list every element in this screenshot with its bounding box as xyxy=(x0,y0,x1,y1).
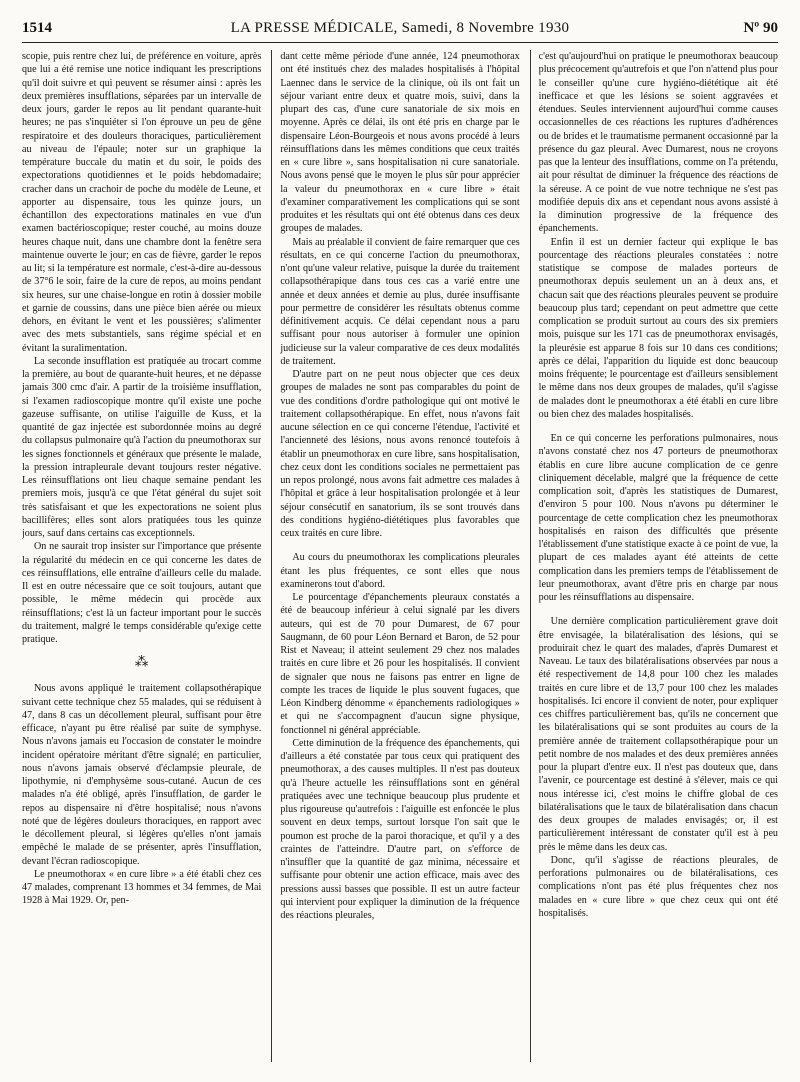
paragraph: Une dernière complication particulièrement grave doit être envisagée, la bilatéralisation des lésions, qui se produirait chez le quart des malades, d'après Dumarest et Naveau. Le taux des bilatéralisations observées par nous a été respectivement de 14,8 pour 100 chez les malades traités en cure libre et de 13,7 pour 100 chez les malades hospitalisés. Ici encore il convient de noter, pour expliquer ces chiffres particulièrement bas, qu'ils ne concernent que les bilatéralisations qui se sont produites au cours de la première année de traitement collapsothérapique pour un petit nombre de nos malades et des deux premières années pour la plupart d'entre eux. Il n'est pas douteux que, dans l'avenir, ce pourcentage est destiné à s'élever, mais ce qui nous intéresse ici, c'est moins le chiffre global de ces bilatéralisations que le taux de bilatéralisation dans chacun des deux groupes de malades envisagés; or, il est particulièrement intéressant de constater qu'il est à peu près le même dans les deux cas. xyxy=(538,616,778,853)
issue-number: Nº 90 xyxy=(743,20,778,36)
journal-title-line: LA PRESSE MÉDICALE, Samedi, 8 Novembre 1930 xyxy=(230,20,570,36)
paragraph: En ce qui concerne les perforations pulmonaires, nous n'avons constaté chez nos 47 porteurs de pneumothorax établis en cure libre aucune complication de ce genre cliniquement décelable, malgré que la fréquence de cette complication soit, d'après les statistiques de Dumarest, d'environ 5 pour 100. Nous n'avons pu déterminer le pourcentage de cette complication chez les pneumothorax hospitalisés en raison des difficultés que présente l'établissement d'une statistique exacte à ce point de vue, la plupart de ces malades ayant été atteints de cette complication dans les premiers temps de l'établissement de leur pneumothorax, avant d'être pris en charge par nous pour les réinsufflations au dispensaire. xyxy=(538,433,778,603)
paragraph: Le pourcentage d'épanchements pleuraux constatés a été de beaucoup inférieur à celui signalé par les divers auteurs, qui est de 70 pour Dumarest, de 67 pour Saugmann, de 60 pour Léon Bernard et Baron, de 52 pour Rist et Naveau; il atteint seulement 29 chez nos malades traités en cure libre et 26 pour les hospitalisés. Il convient de signaler que nous ne faisons pas entrer en ligne de compte les traces de liquide le plus souvent fugaces, que Léon Kindberg dénomme « épanchements radiologiques » et qui ne s'accompagnent d'aucun signe physique, fonctionnel ni général appréciable. xyxy=(280,592,520,736)
paragraph: Au cours du pneumothorax les complications pleurales étant les plus fréquentes, ce sont elles que nous examinerons tout d'abord. xyxy=(280,552,520,590)
column-left xyxy=(22,50,261,1062)
section-separator: ⁂ xyxy=(134,655,149,671)
page-number: 1514 xyxy=(22,20,52,36)
column-middle xyxy=(271,50,519,1062)
paragraph: Mais au préalable il convient de faire remarquer que ces résultats, en ce qui concerne l'action du pneumothorax, n'ont qu'une valeur relative, puisque la durée du traitement collapsothérapique dans tous ces cas a varié entre une année et deux années et demie au plus, durée insuffisante pour permettre de considérer les résultats obtenus comme définitivement acquis. Ce délai cependant nous a paru suffisant pour nous autoriser à formuler une opinion judicieuse sur la valeur comparative de ces deux modalités de traitement. xyxy=(280,236,520,367)
paragraph: dant cette même période d'une année, 124 pneumothorax ont été institués chez des malades hospitalisés à l'hôpital Laennec dans le service de la clinique, où ils ont fait un séjour variant entre deux et quatre mois, suivi, dans la plupart des cas, d'une cure sanatoriale de six mois en moyenne. Après ce délai, ils ont été pris en charge par le dispensaire Léon-Bourgeois et nous avons procédé à leurs réinsufflations dans les mêmes conditions que ceux traités en « cure libre », sans hospitalisation ni cure sanatoriale. Nous avons pensé que le moyen le plus sûr pour apprécier la valeur du pneumothorax en « cure libre » était d'examiner comparativement les complications qui se sont produites et les résultats qui ont été obtenus dans ces deux groupes de malades. xyxy=(280,51,520,235)
paragraph: Nous avons appliqué le traitement collapsothérapique suivant cette technique chez 55 malades, qui se réduisent à 47, dans 8 cas un décollement pleural, suffisant pour être efficace, n'ayant pu être réalisé par suite de symphyse. Nous n'avons jamais eu l'occasion de constater le moindre incident opératoire méritant d'être signalé; en particulier, nous n'avons jamais observé d'éclampsie pleurale, de lipothymie, ni d'emphysème sous-cutané. Aucun de ces malades n'a été obligé, après l'insufflation, de garder le repos au dispensaire ni d'être hospitalisé; nous n'avons noté que de légères douleurs thoraciques, en rapport avec le décollement pleural, si légères qu'elles n'ont jamais empêché le malade de se présenter, après l'insufflation, devant l'écran radioscopique. xyxy=(22,683,262,867)
paragraph: Enfin il est un dernier facteur qui explique le bas pourcentage des réactions pleurales constatées : notre statistique se compose de malades porteurs de pneumothorax depuis seulement un an à deux ans, et chacun sait que des réactions pleurales peuvent se produire beaucoup plus tard; cependant on peut admettre que cette complication se produit surtout au cours des six premiers mois, puisque sur les 171 cas de pneumothorax envisagés, la pleurésie est apparue 8 fois sur 10 dans ces conditions; après ce délai, l'apparition du liquide est donc beaucoup moins fréquente; le pourcentage est d'ailleurs sensiblement le même dans nos deux groupes de malades, qu'il s'agisse de malades dont le pneumothorax a été établi en cure libre ou bien chez des malades hospitalisés. xyxy=(538,236,778,420)
paragraph: La seconde insufflation est pratiquée au trocart comme la première, au bout de quarante-huit heures, et ne dépasse jamais 300 cmc d'air. A partir de la troisième insufflation, si l'examen radioscopique montre qu'il existe une poche gazeuse suffisante, on utilise l'aiguille de Kuss, et la quantité de gaz injectée est subordonnée moins au degré du collapsus pulmonaire qu'à l'action du pneumothorax sur les signes fonctionnels et généraux que présente le malade, la pression intrapleurale devant toujours rester négative. Les réinsufflations ont lieu chaque semaine pendant les premiers mois, jusqu'à ce que l'état général du sujet soit très satisfaisant et que les expectorations ne soient plus bacillifères; elles sont alors pratiquées tous les quinze jours, sauf dans certains cas exceptionnels. xyxy=(22,355,262,539)
paragraph: scopie, puis rentre chez lui, de préférence en voiture, après que lui a été remise une notice indiquant les prescriptions qu'il doit suivre et qui peuvent se résumer ainsi : après les deux premières insufflations, séparées par un intervalle de deux jours, garder le repos au lit pendant quarante-huit heures; ne pas s'inquiéter si l'on éprouve un peu de gêne respiratoire et des douleurs thoraciques, particulièrement au niveau de l'épaule; noter sur un graphique la température buccale du matin et du soir, le poids des expectorations quotidiennes et le poids hebdomadaire; cracher dans un crachoir de poche du modèle de Leune, et apporter au dispensaire, tous les quinze jours, un échantillon des expectorations matinales en vue d'un examen bactérioscopique; rester couché, au moins douze heures chaque nuit, dans une chambre dont la fenêtre sera maintenue ouverte le jour; en cas de fièvre, garder le repos au lit; si la température est normale, c'est-à-dire au-dessous de 37°6 le soir, faire de la cure de repos, au moins pendant six heures, sur une chaise-longue en rotin à dossier mobile et garnie de coussins, dans une pièce bien aérée ou mieux dehors, en évitant le vent et les poussières; s'alimenter avec des mets substantiels, sans régime spécial et en évitant la suralimentation. xyxy=(22,51,262,354)
column-right xyxy=(530,50,778,1062)
paragraph: D'autre part on ne peut nous objecter que ces deux groupes de malades ne sont pas comparables du point de vue des conditions d'ordre pathologique qui ont motivé le traitement collapsothérapique. En effet, nous n'avons fait aucune sélection en ce qui concerne l'étendue, l'activité et l'ancienneté des lésions, nous avons renoncé toutefois à établir un pneumothorax en cure libre, sans hospitalisation, chez ceux dont les conditions sociales ne permettaient pas un repos prolongé, nous avons fait admettre ces malades à l'hôpital et grâce à leur hospitalisation prolongée et à leur séjour consécutif en sanatorium, ils se sont trouvés dans des conditions hygiéno-diététiques plus favorables que ceux traités en cure libre. xyxy=(280,369,520,539)
paragraph: Donc, qu'il s'agisse de réactions pleurales, de perforations pulmonaires ou de bilatéralisations, ces complications n'ont pas été plus fréquentes chez nos malades en « cure libre » que chez ceux qui ont été hospitalisés. xyxy=(538,854,778,919)
paragraph: Cette diminution de la fréquence des épanchements, qui d'ailleurs a été constatée par tous ceux qui pratiquent des pneumothorax, a des causes multiples. Il n'est pas douteux qu'à l'heure actuelle les réinsufflations sont en général pratiquées avec une technique beaucoup plus prudente et plus rigoureuse qu'autrefois : l'aiguille est enfoncée le plus souvent en deux temps, surtout lorsque l'on sait que le poumon est proche de la paroi thoracique, et qu'il y a des craintes de l'atteindre. D'autre part, on s'efforce de n'insuffler que la quantité de gaz minima, nécessaire et suffisante pour obtenir une action efficace, mais avec des pressions aussi basses que possible. Il est un autre facteur qui intervient pour expliquer la diminution de la fréquence des réactions pleurales, xyxy=(280,737,520,921)
paragraph: Le pneumothorax « en cure libre » a été établi chez ces 47 malades, comprenant 13 hommes et 34 femmes, de Mai 1928 à Mai 1929. Or, pen- xyxy=(22,868,262,907)
paragraph: On ne saurait trop insister sur l'importance que présente la régularité du médecin en ce qui concerne les dates de ces réinsufflations, elle entraîne d'ailleurs celle du malade. Il est en outre nécessaire que ce soit toujours, autant que possible, le même médecin qui procède aux réinsufflations; c'est là un facteur important pour le succès du traitement, malgré le temps considérable qu'exige cette pratique. xyxy=(22,541,262,645)
running-header xyxy=(22,20,778,43)
article-body xyxy=(22,50,778,1062)
paragraph: c'est qu'aujourd'hui on pratique le pneumothorax beaucoup plus précocement qu'autrefois et que l'on n'attend plus pour le conseiller qu'une cure hygiéno-diététique ait été inefficace et que les lésions se soient aggravées et étendues. Seules interviennent aujourd'hui comme causes occasionnelles de ces réactions les ruptures d'adhérences ou de brides et le traumatisme permanent occasionné par la présence du gaz pleural. Avec Dumarest, nous ne croyons pas que la lenteur des insufflations, comme on l'a prétendu, ait pour résultat de diminuer la fréquence des réactions de la séreuse. A ce point de vue notre technique ne s'est pas modifiée depuis dix ans et cependant nous avons assisté à la diminution progressive de la fréquence des épanchements. xyxy=(538,51,778,235)
